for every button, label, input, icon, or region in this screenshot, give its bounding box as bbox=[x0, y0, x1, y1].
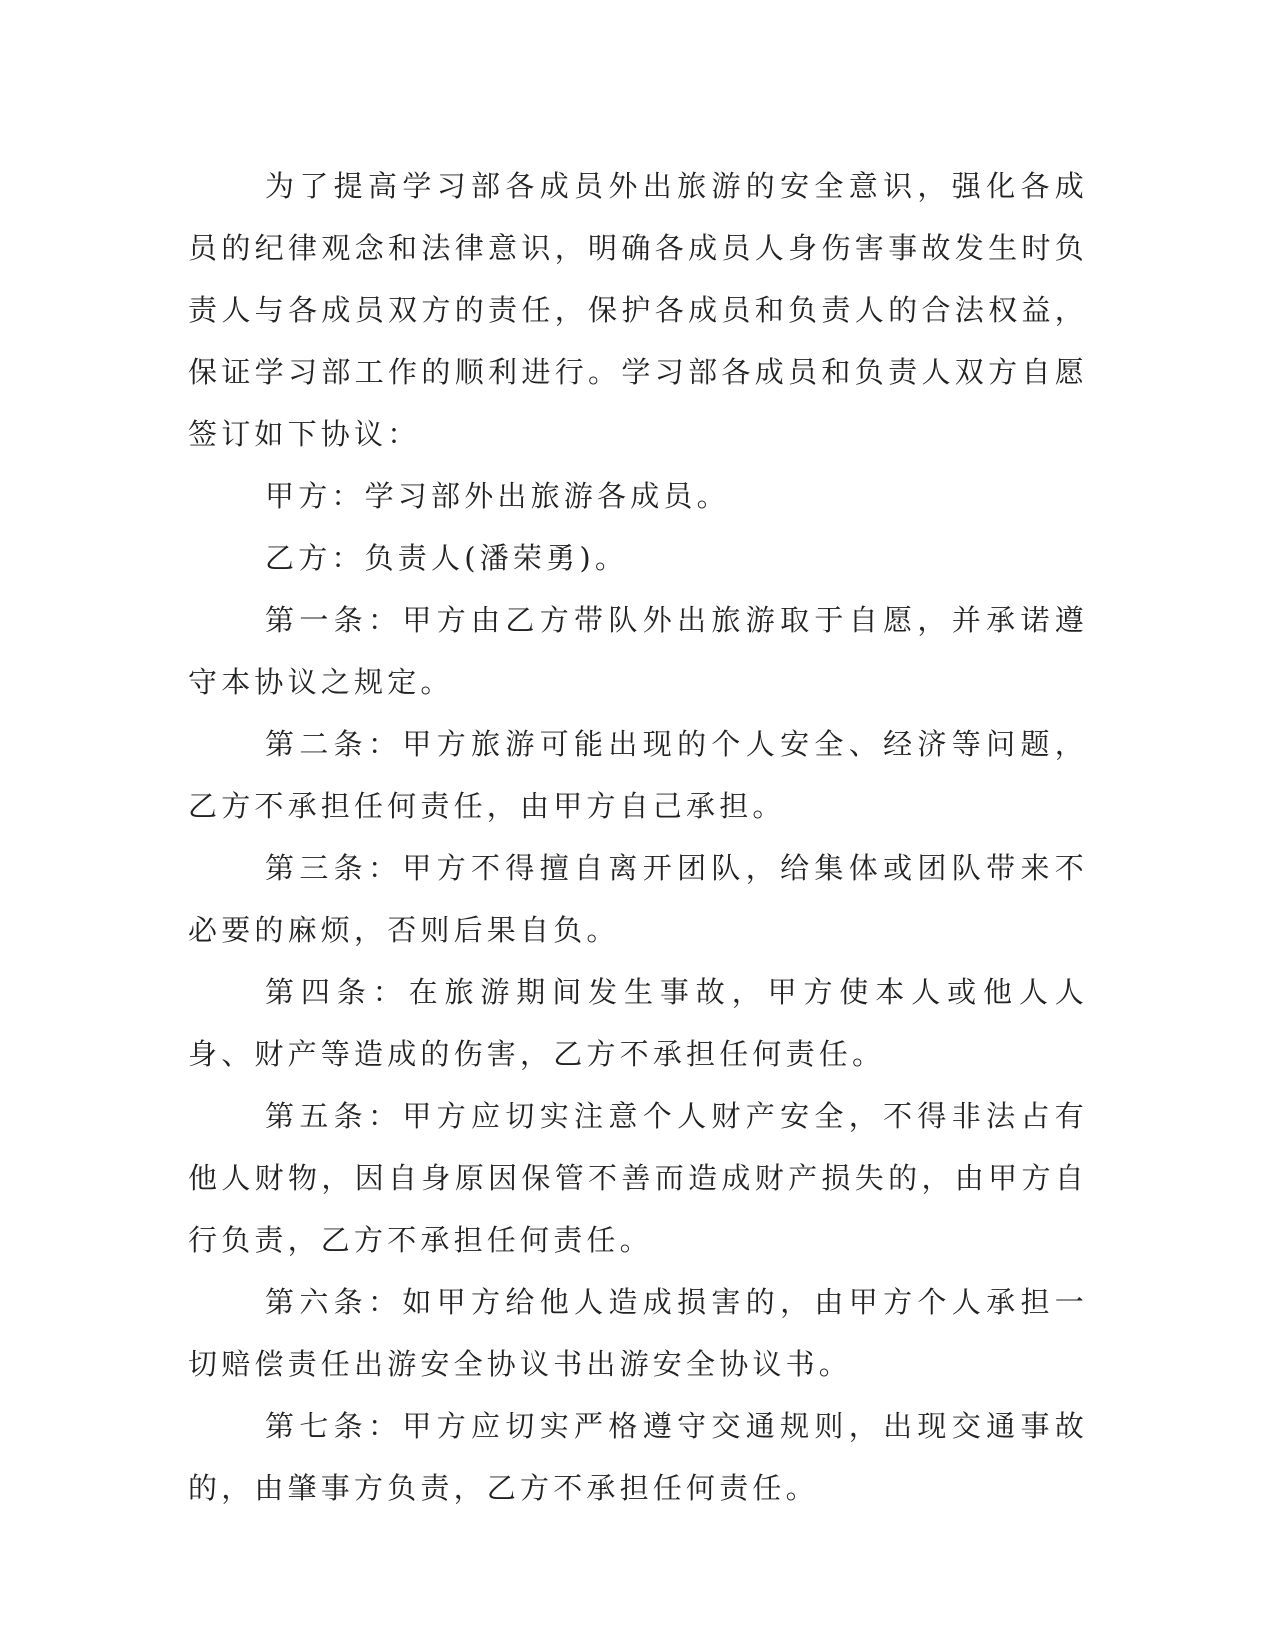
article-3-paragraph: 第三条：甲方不得擅自离开团队，给集体或团队带来不必要的麻烦，否则后果自负。 bbox=[188, 851, 1088, 947]
intro-paragraph: 为了提高学习部各成员外出旅游的安全意识，强化各成员的纪律观念和法律意识，明确各成员人身伤害事故发生时负责人与各成员双方的责任，保护各成员和负责人的合法权益，保证学习部工作的顺利进行。学习部各成员和负责人双方自愿签订如下协议： bbox=[188, 169, 1088, 451]
party-a-paragraph: 甲方：学习部外出旅游各成员。 bbox=[265, 479, 730, 513]
article-2-paragraph: 第二条：甲方旅游可能出现的个人安全、经济等问题，乙方不承担任何责任，由甲方自己承担。 bbox=[188, 727, 1088, 823]
party-b-paragraph: 乙方：负责人(潘荣勇)。 bbox=[265, 541, 629, 575]
article-5-paragraph: 第五条：甲方应切实注意个人财产安全，不得非法占有他人财物，因自身原因保管不善而造成财产损失的，由甲方自行负责，乙方不承担任何责任。 bbox=[188, 1099, 1088, 1257]
article-7-paragraph: 第七条：甲方应切实严格遵守交通规则，出现交通事故的，由肇事方负责，乙方不承担任何责任。 bbox=[188, 1409, 1088, 1505]
article-4-paragraph: 第四条：在旅游期间发生事故，甲方使本人或他人人身、财产等造成的伤害，乙方不承担任何责任。 bbox=[188, 975, 1088, 1071]
article-1-paragraph: 第一条：甲方由乙方带队外出旅游取于自愿，并承诺遵守本协议之规定。 bbox=[188, 603, 1088, 699]
article-6-paragraph: 第六条：如甲方给他人造成损害的，由甲方个人承担一切赔偿责任出游安全协议书出游安全协议书。 bbox=[188, 1285, 1088, 1381]
document-body bbox=[188, 155, 1088, 1519]
